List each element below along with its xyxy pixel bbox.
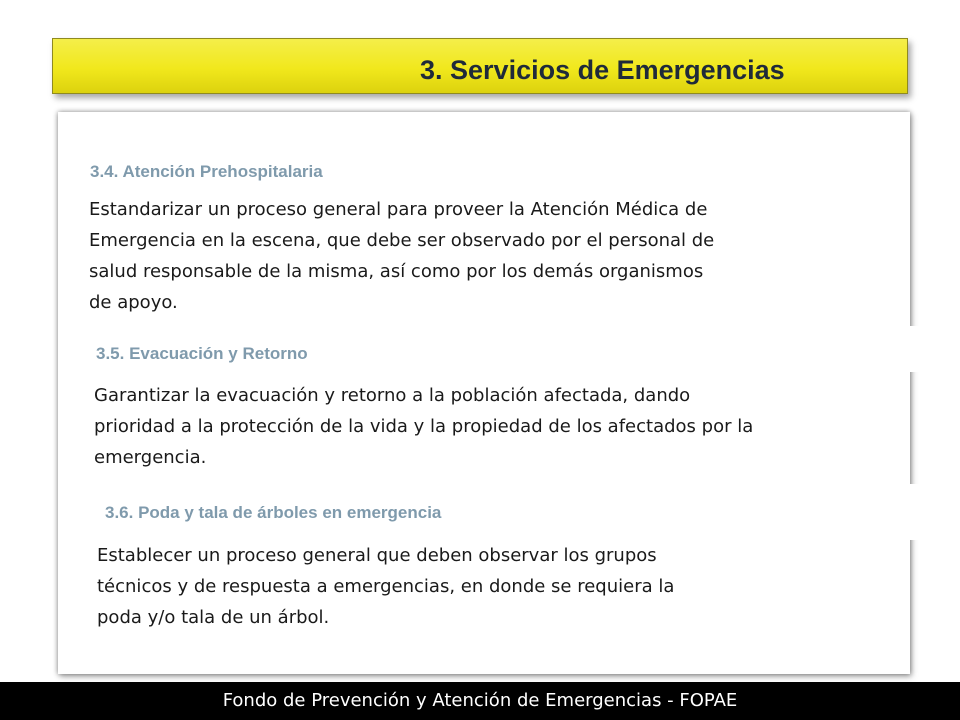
panel-notch-right bbox=[890, 326, 920, 372]
text-line: de apoyo. bbox=[89, 292, 178, 313]
footer-bar bbox=[0, 682, 960, 720]
panel-notch-right-lower bbox=[890, 484, 920, 540]
slide-title: 3. Servicios de Emergencias bbox=[420, 55, 785, 85]
footer-text: Fondo de Prevención y Atención de Emergencias - FOPAE bbox=[222, 690, 738, 711]
text-line: técnicos y de respuesta a emergencias, en donde se requiera la bbox=[97, 576, 675, 597]
text-line: Garantizar la evacuación y retorno a la población afectada, dando bbox=[94, 385, 691, 406]
section-text-prehospitalaria bbox=[89, 194, 714, 318]
section-text-poda bbox=[97, 540, 674, 633]
text-line: poda y/o tala de un árbol. bbox=[97, 607, 330, 628]
text-line: Emergencia en la escena, que debe ser observado por el personal de bbox=[89, 230, 715, 251]
text-line: Establecer un proceso general que deben observar los grupos bbox=[97, 545, 657, 566]
text-line: prioridad a la protección de la vida y la propiedad de los afectados por la bbox=[94, 416, 754, 437]
section-text-evacuacion bbox=[94, 380, 753, 473]
text-line: salud responsable de la misma, así como por los demás organismos bbox=[89, 261, 704, 282]
text-line: emergencia. bbox=[94, 447, 207, 468]
section-heading-evacuacion: 3.5. Evacuación y Retorno bbox=[96, 344, 308, 363]
text-line: Estandarizar un proceso general para proveer la Atención Médica de bbox=[89, 199, 708, 220]
section-heading-poda: 3.6. Poda y tala de árboles en emergencia bbox=[105, 503, 442, 522]
section-heading-prehospitalaria: 3.4. Atención Prehospitalaria bbox=[90, 162, 323, 181]
